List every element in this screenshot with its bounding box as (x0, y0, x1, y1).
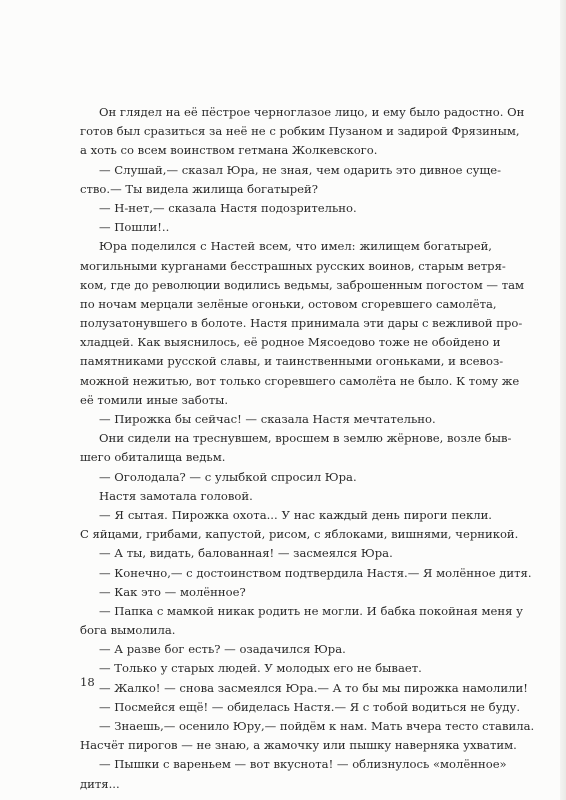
text-line: Настя замотала головой. (99, 488, 253, 503)
text-line: — Посмейся ещё! — обиделась Настя.— Я с тобой водиться не буду. (99, 699, 521, 714)
text-line: по ночам мерцали зелёные огоньки, остовом сгоревшего самолёта, (80, 296, 497, 311)
text-line: шего обиталища ведьм. (80, 450, 226, 465)
text-line: — Пышки с вареньем — вот вкуснота! — облизнулось «молённое» (99, 757, 507, 772)
text-line: Юра поделился с Настей всем, что имел: жилищем богатырей, (99, 239, 492, 254)
text-line: хладцей. Как выяснилось, её родное Мясоедово тоже не обойдено и (80, 335, 501, 350)
text-line: Он глядел на её пёстрое черноглазое лицо, и ему было радостно. Он (99, 105, 525, 119)
text-line: — Только у старых людей. У молодых его не бывает. (99, 661, 422, 676)
text-line: полузатонувшего в болоте. Настя принимала эти дары с вежливой про- (80, 316, 523, 331)
text-line: дитя... (80, 776, 120, 791)
text-line: — Жалко! — снова засмеялся Юра.— А то бы мы пирожка намолили! (99, 680, 528, 695)
text-line: — Пошли!.. (99, 220, 170, 235)
text-line: бога вымолила. (80, 623, 176, 638)
text-line: — Пирожка бы сейчас! — сказала Настя мечтательно. (99, 412, 436, 426)
text-line: — Оголодала? — с улыбкой спросил Юра. (99, 469, 357, 484)
text-line: ком, где до революции водились ведьмы, заброшенным погостом — там (80, 277, 525, 292)
text-line: памятниками русской славы, и таинственными огоньками, и всевоз- (80, 354, 504, 369)
text-line: — А разве бог есть? — озадачился Юра. (99, 642, 346, 657)
text-line: готов был сразиться за неё не с робким Пузаном и задирой Фрязиным, (80, 124, 520, 139)
text-line: Они сидели на треснувшем, вросшем в землю жёрнове, возле быв- (99, 431, 512, 446)
text-line: — Н-нет,— сказала Настя подозрительно. (99, 200, 357, 215)
text-line: можной нежитью, вот только сгоревшего самолёта не было. К тому же (80, 373, 520, 388)
text-line: — Как это — молённое? (99, 584, 246, 599)
text-line: — А ты, видать, балованная! — засмеялся Юра. (99, 546, 393, 561)
text-line: могильными курганами бесстрашных русских воинов, старым ветря- (80, 258, 506, 273)
text-line: — Я сытая. Пирожка охота... У нас каждый день пироги пекли. (99, 507, 492, 522)
text-line: ство.— Ты видела жилища богатырей? (80, 181, 318, 196)
text-line: — Знаешь,— осенило Юру,— пойдём к нам. Мать вчера тесто ставила. (99, 719, 535, 733)
page-number: 18 (80, 675, 95, 689)
page-edge-shadow (560, 0, 566, 800)
text-line: а хоть со всем воинством гетмана Жолкевского. (80, 143, 378, 158)
text-line: С яйцами, грибами, капустой, рисом, с яблоками, вишнями, черникой. (80, 527, 519, 542)
text-line: — Папка с мамкой никак родить не могли. И бабка покойная меня у (99, 603, 523, 618)
text-line: — Слушай,— сказал Юра, не зная, чем одарить это дивное суще- (99, 162, 502, 177)
text-line: её томили иные заботы. (80, 392, 229, 407)
text-line: — Конечно,— с достоинством подтвердила Настя.— Я молённое дитя. (99, 565, 532, 580)
body-text (80, 103, 535, 794)
text-line: Насчёт пирогов — не знаю, а жамочку или пышку наверняка ухватим. (80, 738, 517, 753)
